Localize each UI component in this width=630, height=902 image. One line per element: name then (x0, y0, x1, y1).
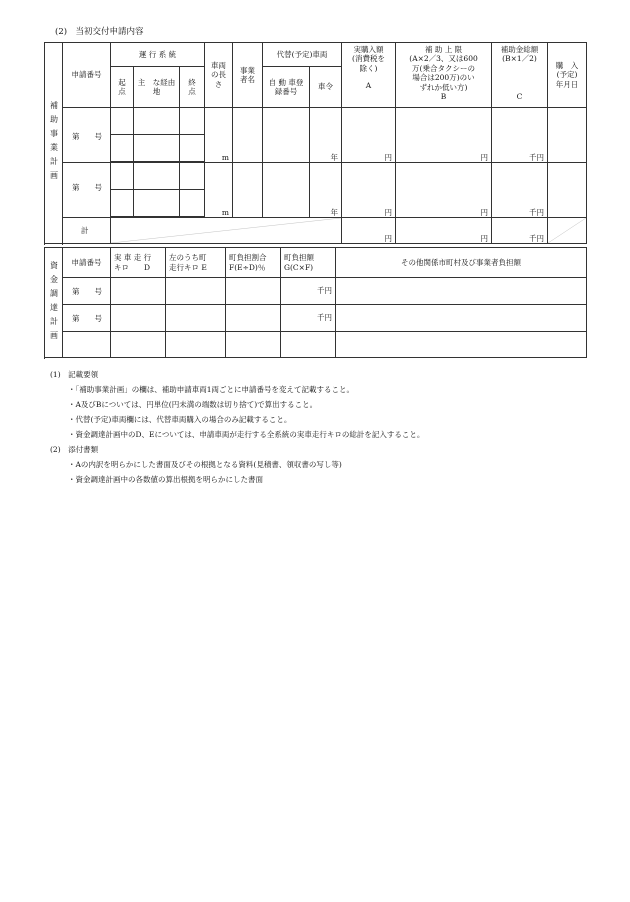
funding-row1-amount: 千円 (281, 278, 336, 305)
funding-row2-other (336, 305, 587, 332)
funding-row3-town-km (166, 332, 226, 358)
plan-row1-upper-limit: 円 (396, 108, 492, 163)
plan-header-route: 運 行 系 統 (111, 43, 205, 67)
funding-row2-app-no: 第 号 (63, 305, 111, 332)
funding-row2-town-km (166, 305, 226, 332)
plan-row2-age: 年 (310, 163, 342, 218)
funding-header-real-km: 実 車 走 行 キロ D (111, 248, 166, 278)
plan-row2-via (134, 163, 180, 190)
note-item: ・資金調達計画中のD、Eについては、申請車両が走行する全系統の実車走行キロの総計を記入すること。 (68, 430, 425, 439)
plan-row2-end-2 (180, 190, 205, 217)
plan-row1-purchase-date (548, 108, 587, 163)
plan-header-operator: 事業者名 (233, 43, 263, 108)
plan-header-end: 終点 (180, 67, 205, 108)
funding-plan-table (44, 247, 587, 358)
note-item: ・A及びBについては、円単位(円未満の端数は切り捨て)で算出すること。 (68, 400, 318, 409)
plan-header-subsidy-total: 補助金総額 (B×1／2) C (492, 43, 548, 108)
funding-row3-ratio (226, 332, 281, 358)
funding-row2-amount: 千円 (281, 305, 336, 332)
subsidy-plan-table (44, 42, 587, 244)
plan-row1-age: 年 (310, 108, 342, 163)
plan-header-upper-limit: 補 助 上 限 (A×2／3、又は600 万(乗合タクシーの 場合は200万)のい ずれか低い方) B (396, 43, 492, 108)
plan-row2-length: m (205, 163, 233, 218)
plan-row2-app-no: 第 号 (63, 163, 111, 218)
plan-row1-operator (233, 108, 263, 163)
funding-row1-other (336, 278, 587, 305)
plan-header-start: 起点 (111, 67, 134, 108)
plan-row1-via-2 (134, 135, 180, 162)
plan-row1-reg-no (263, 108, 310, 163)
funding-header-ratio: 町負担割合 F(E÷D)％ (226, 248, 281, 278)
plan-row1-end (180, 108, 205, 135)
funding-row3-other (336, 332, 587, 358)
funding-row2-ratio (226, 305, 281, 332)
funding-header-amount: 町負担額 G(C×F) (281, 248, 336, 278)
plan-total-label: 計 (63, 218, 111, 244)
notes-title-2: (2) 添付書類 (50, 445, 99, 454)
plan-row1-length: m (205, 108, 233, 163)
funding-row1-real-km (111, 278, 166, 305)
plan-row2-via-2 (134, 190, 180, 217)
plan-total-date-diagonal (548, 218, 587, 244)
plan-row2-subsidy-total: 千円 (492, 163, 548, 218)
plan-total-upper-limit: 円 (396, 218, 492, 244)
plan-row2-actual-price: 円 (342, 163, 396, 218)
plan-row2-start-2 (111, 190, 134, 217)
plan-header-via: 主 な経由地 (134, 67, 180, 108)
funding-header-app-no: 申請番号 (63, 248, 111, 278)
plan-side-label: 補助事業計画 (45, 43, 63, 244)
plan-row2-purchase-date (548, 163, 587, 218)
plan-row1-app-no: 第 号 (63, 108, 111, 163)
funding-header-town-km: 左のうち町 走行キロ E (166, 248, 226, 278)
section-title: (2) 当初交付申請内容 (55, 27, 144, 37)
plan-header-app-no: 申請番号 (63, 43, 111, 108)
plan-header-purchase-date: 購 入 (予定) 年月日 (548, 43, 587, 108)
plan-row2-end (180, 163, 205, 190)
plan-row2-start (111, 163, 134, 190)
funding-row1-town-km (166, 278, 226, 305)
plan-header-actual-price: 実購入額 (消費税を 除く) A (342, 43, 396, 108)
diagonal-line (548, 218, 586, 243)
plan-header-age: 車令 (310, 67, 342, 108)
plan-header-replacement: 代替(予定)車両 (263, 43, 342, 67)
plan-total-diagonal (111, 218, 342, 244)
funding-row2-real-km (111, 305, 166, 332)
diagonal-line (111, 218, 341, 243)
funding-row3-amount (281, 332, 336, 358)
plan-header-reg-no: 自 動 車登録番号 (263, 67, 310, 108)
plan-row2-operator (233, 163, 263, 218)
notes-section (50, 367, 424, 487)
plan-row1-start-2 (111, 135, 134, 162)
plan-row1-subsidy-total: 千円 (492, 108, 548, 163)
note-item: ・Aの内訳を明らかにした書面及びその根拠となる資料(見積書、領収書の写し等) (68, 460, 342, 469)
funding-row1-ratio (226, 278, 281, 305)
plan-row1-end-2 (180, 135, 205, 162)
note-item: ・代替(予定)車両欄には、代替車両購入の場合のみ記載すること。 (68, 415, 292, 424)
plan-row1-actual-price: 円 (342, 108, 396, 163)
plan-row2-reg-no (263, 163, 310, 218)
plan-row1-via (134, 108, 180, 135)
note-item: ・「補助事業計画」の欄は、補助申請車両1両ごとに申請番号を変えて記載すること。 (68, 385, 355, 394)
funding-row1-app-no: 第 号 (63, 278, 111, 305)
funding-header-other: その他関係市町村及び事業者負担額 (336, 248, 587, 278)
notes-title-1: (1) 記載要領 (50, 370, 99, 379)
funding-row3-real-km (111, 332, 166, 358)
plan-total-actual-price: 円 (342, 218, 396, 244)
plan-row2-upper-limit: 円 (396, 163, 492, 218)
funding-side-label: 資金調達計画 (45, 248, 63, 358)
funding-row3-app-no (63, 332, 111, 358)
plan-header-vehicle-length: 車両の長さ (205, 43, 233, 108)
plan-row1-start (111, 108, 134, 135)
plan-total-subsidy: 千円 (492, 218, 548, 244)
note-item: ・資金調達計画中の各数値の算出根拠を明らかにした書面 (68, 475, 263, 484)
